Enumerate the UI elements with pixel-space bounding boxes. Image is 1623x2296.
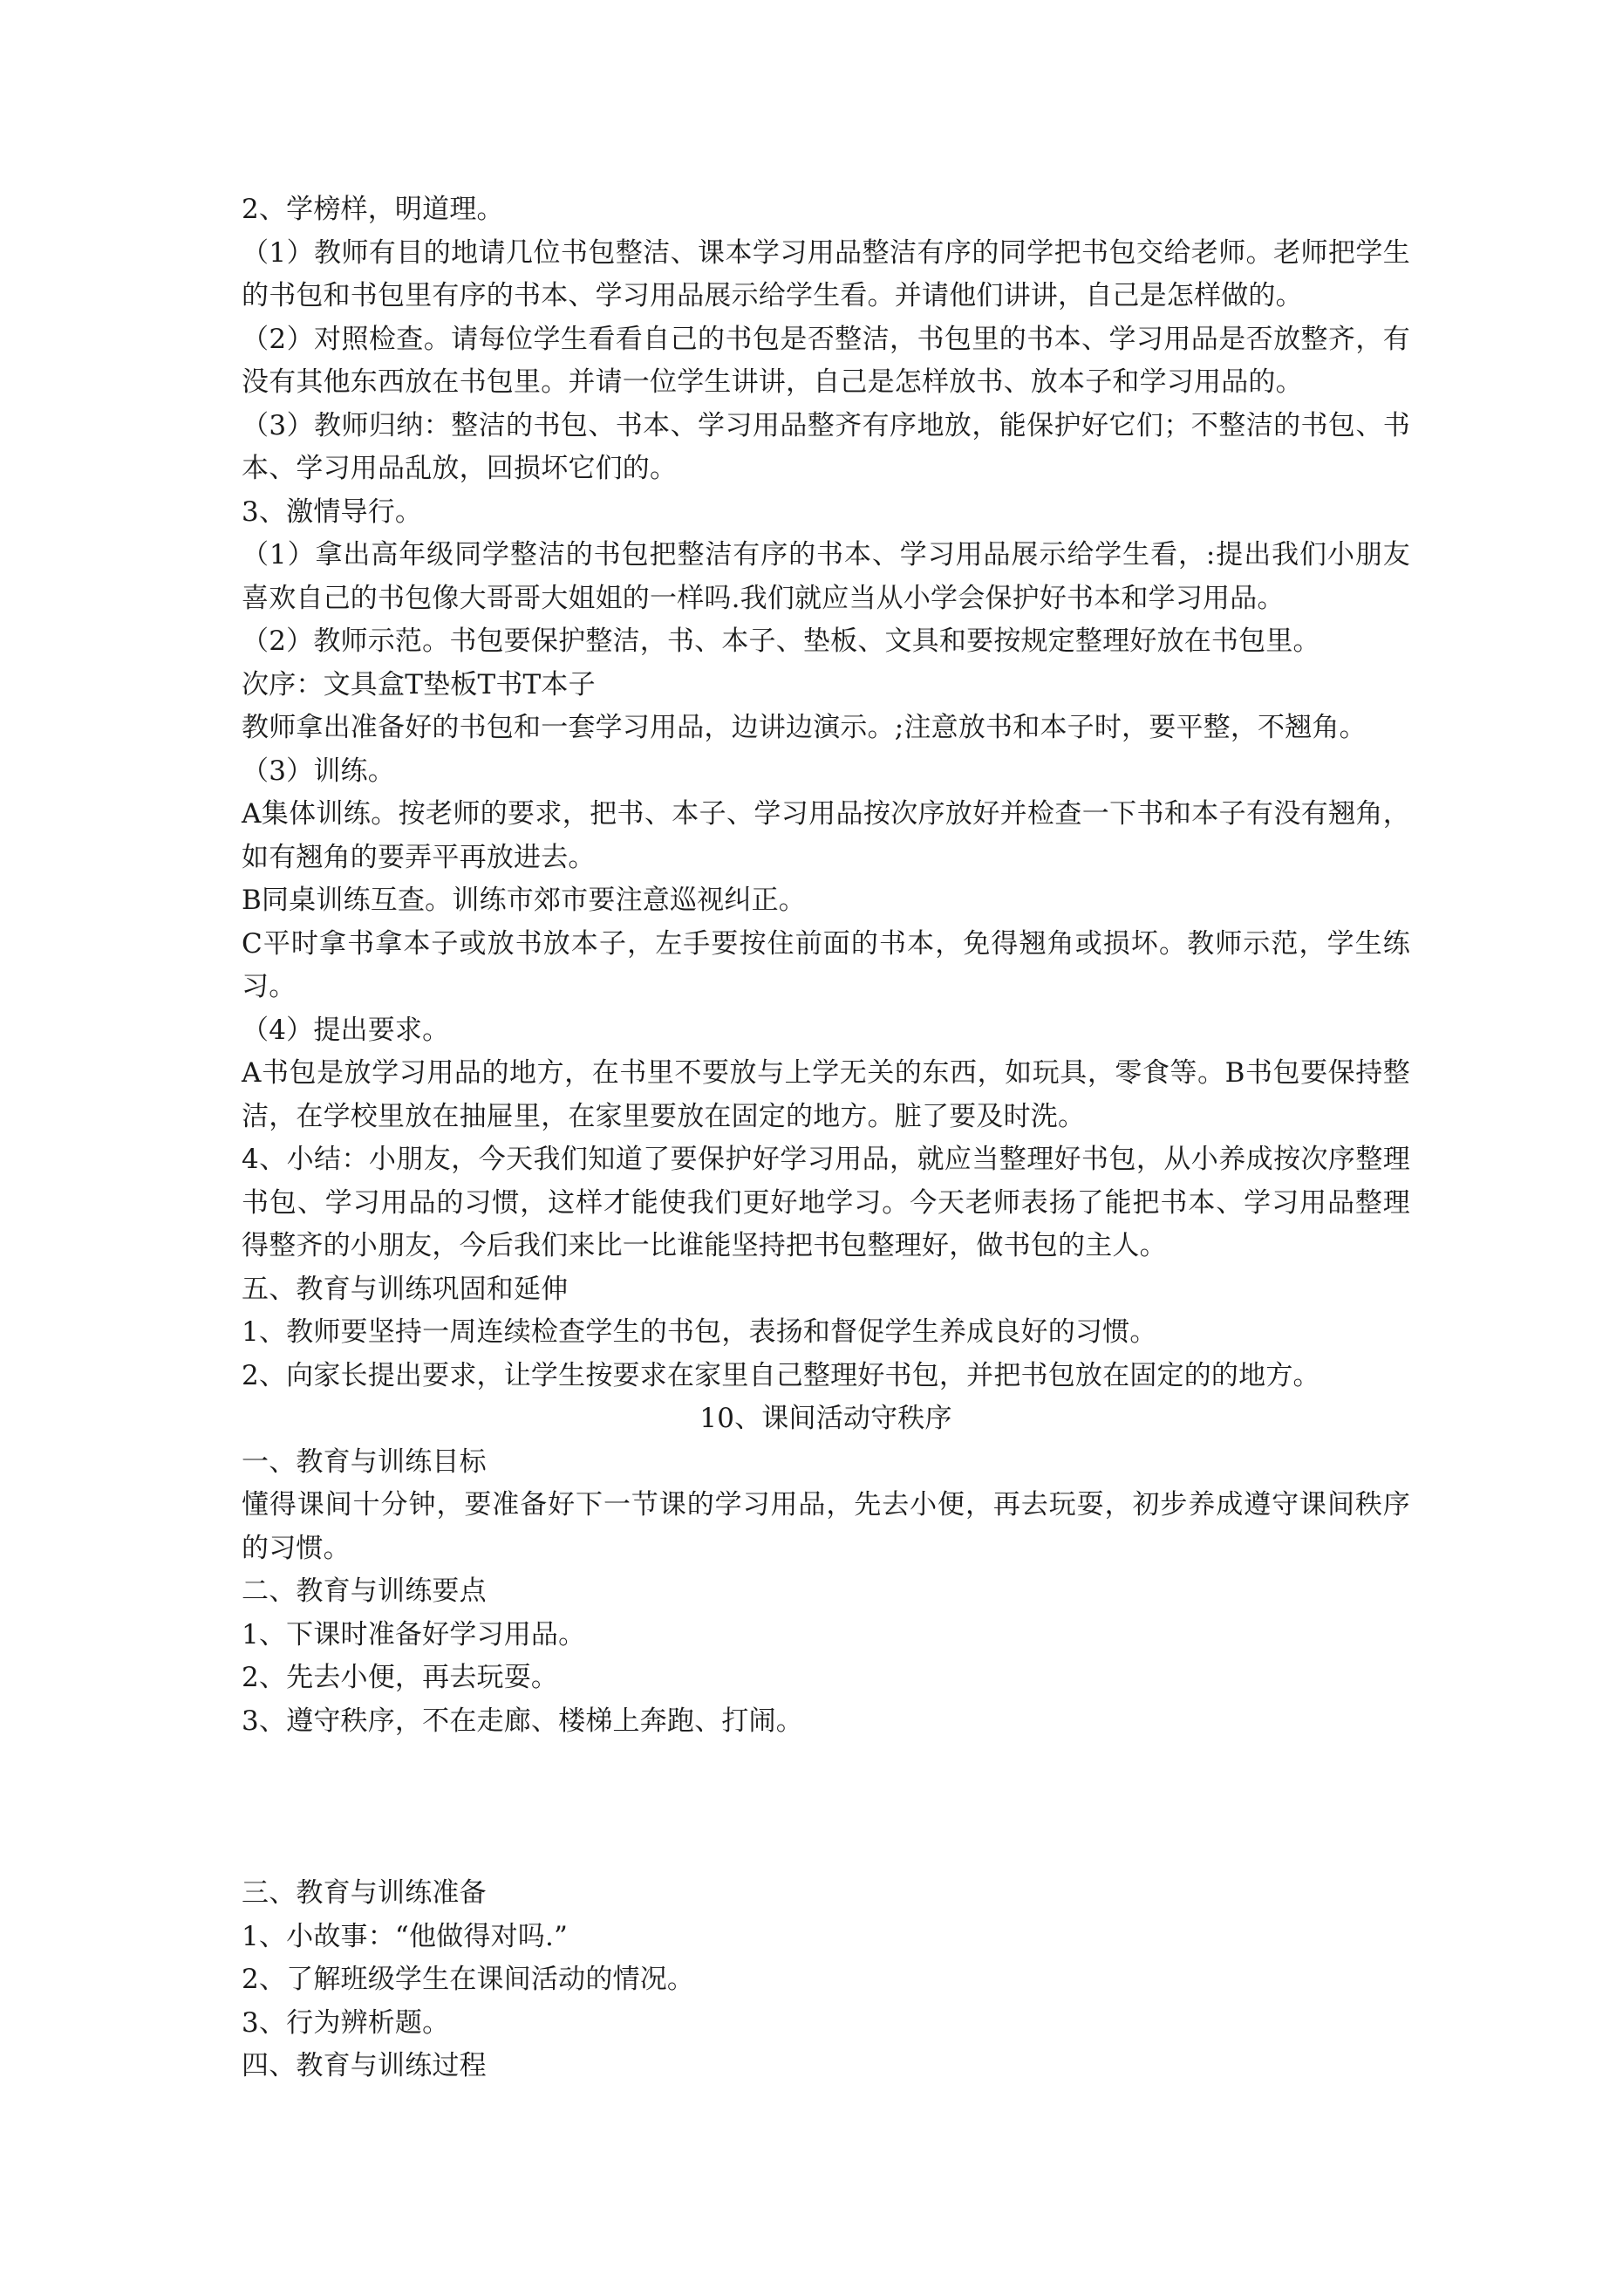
paragraph: （2）教师示范。书包要保护整洁，书、本子、垫板、文具和要按规定整理好放在书包里。 (242, 625, 1320, 657)
paragraph: A书包是放学习用品的地方，在书里不要放与上学无关的东西，如玩具，零食等。B书包要保持整洁，在学校里放在抽屉里，在家里要放在固定的地方。脏了要及时洗。 (242, 1057, 1410, 1132)
paragraph: （3）教师归纳：整洁的书包、书本、学习用品整齐有序地放，能保护好它们；不整洁的书包、书本、学习用品乱放，回损坏它们的。 (242, 409, 1410, 484)
section-heading: 三、教育与训练准备 (242, 1877, 487, 1909)
paragraph-group-c (242, 1872, 1410, 2088)
paragraph: 懂得课间十分钟，要准备好下一节课的学习用品，先去小便，再去玩耍，初步养成遵守课间秩序的习惯。 (242, 1489, 1410, 1564)
section-heading: 五、教育与训练巩固和延伸 (242, 1273, 569, 1305)
paragraph-group-b (242, 1441, 1410, 1744)
paragraph: 次序：文具盒T垫板T书T本子 (242, 668, 596, 700)
paragraph: A集体训练。按老师的要求，把书、本子、学习用品按次序放好并检查一下书和本子有没有翘角，如有翘角的要弄平再放进去。 (242, 798, 1410, 873)
paragraph: （4）提出要求。 (242, 1014, 450, 1046)
paragraph: （2）对照检查。请每位学生看看自己的书包是否整洁，书包里的书本、学习用品是否放整齐，有没有其他东西放在书包里。并请一位学生讲讲，自己是怎样放书、放本子和学习用品的。 (242, 323, 1410, 398)
paragraph: （3）训练。 (242, 755, 395, 787)
paragraph: （1）教师有目的地请几位书包整洁、课本学习用品整洁有序的同学把书包交给老师。老师把学生的书包和书包里有序的书本、学习用品展示给学生看。并请他们讲讲，自己是怎样做的。 (242, 236, 1410, 311)
paragraph: C平时拿书拿本子或放书放本子，左手要按住前面的书本，免得翘角或损坏。教师示范，学生练习。 (242, 927, 1410, 1002)
paragraph: B同桌训练互查。训练市郊市要注意巡视纠正。 (242, 885, 806, 916)
lesson-title: 10、课间活动守秩序 (699, 1403, 952, 1434)
paragraph: 1、下课时准备好学习用品。 (242, 1618, 586, 1650)
paragraph: （1）拿出高年级同学整洁的书包把整洁有序的书本、学习用品展示给学生看，:提出我们小朋友喜欢自己的书包像大哥哥大姐姐的一样吗.我们就应当从小学会保护好书本和学习用品。 (242, 539, 1410, 614)
paragraph: 3、行为辨析题。 (242, 2006, 450, 2039)
paragraph: 1、教师要坚持一周连续检查学生的书包，表扬和督促学生养成良好的习惯。 (242, 1316, 1157, 1348)
paragraph: 1、小故事：“他做得对吗.” (242, 1920, 569, 1952)
paragraph: 2、了解班级学生在课间活动的情况。 (242, 1964, 695, 1995)
section-heading: 二、教育与训练要点 (242, 1575, 487, 1607)
paragraph-group-a (242, 188, 1410, 1397)
page-gap (242, 1743, 1410, 1872)
document-body (242, 188, 1410, 2088)
paragraph: 2、学榜样，明道理。 (242, 194, 504, 225)
paragraph: 2、先去小便，再去玩耍。 (242, 1662, 559, 1693)
paragraph: 2、向家长提出要求，让学生按要求在家里自己整理好书包，并把书包放在固定的的地方。 (242, 1359, 1320, 1391)
paragraph: 4、小结：小朋友，今天我们知道了要保护好学习用品，就应当整理好书包，从小养成按次序整理书包、学习用品的习惯，这样才能使我们更好地学习。今天老师表扬了能把书本、学习用品整理得整齐的小朋友，今后我们来比一比谁能坚持把书包整理好，做书包的主人。 (242, 1144, 1410, 1261)
paragraph: 3、遵守秩序，不在走廊、楼梯上奔跑、打闹。 (242, 1705, 803, 1737)
section-heading: 四、教育与训练过程 (242, 2050, 487, 2081)
paragraph: 3、激情导行。 (242, 495, 423, 528)
section-heading: 一、教育与训练目标 (242, 1445, 487, 1478)
paragraph: 教师拿出准备好的书包和一套学习用品，边讲边演示。;注意放书和本子时，要平整，不翘角。 (242, 712, 1367, 743)
